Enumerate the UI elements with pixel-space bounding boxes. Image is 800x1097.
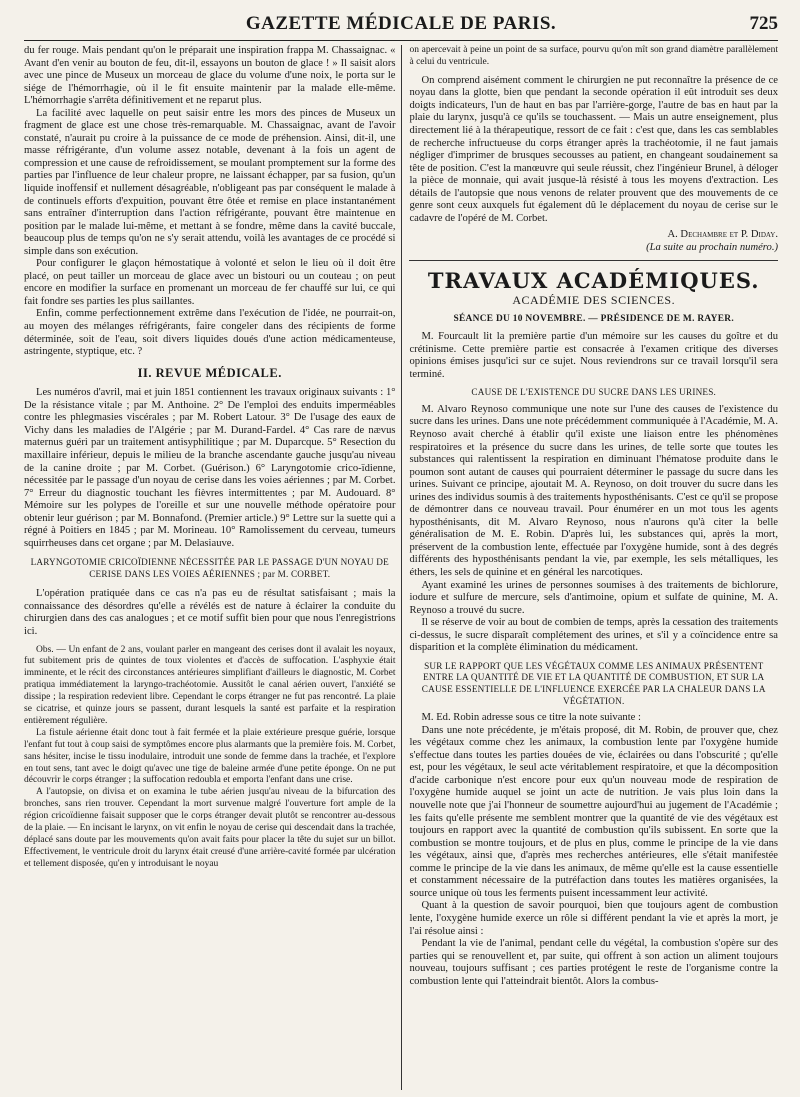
paragraph: du fer rouge. Mais pendant qu'on le préparait une inspiration frappa M. Chassaignac. « Avant d'en venir au bouton de feu, dit-il, essayons un bouton de glace ! » Il saisit alors avec une pince de Museux un morceau de glace du volume d'une noix, le porta sur le siége de l'hémorrhagie, où il le fit ensuite maintenir par la malade elle-même. L'hémorrhagie s'arrêta définitivement et ne reparut plus. [24, 45, 396, 107]
divider [409, 260, 778, 261]
paragraph: L'opération pratiquée dans ce cas n'a pas eu de résultat satisfaisant ; mais la connaissance des désordres qu'elle a révélés est de nature à éclairer la conduite du chirurgien dans des cas analogues ; et ce motif suffit bien pour que nous l'enregistrions ici. [24, 588, 396, 637]
session-line: SÉANCE DU 10 NOVEMBRE. — PRÉSIDENCE DE M. RAYER. [453, 313, 734, 324]
section-title: II. REVUE MÉDICALE. [137, 365, 282, 380]
left-column [24, 45, 402, 1090]
subheading: SUR LE RAPPORT QUE LES VÉGÉTAUX COMME LES ANIMAUX PRÉSENTENT ENTRE LA QUANTITÉ DE VIE ET LA QUANTITÉ DE COMBUSTION, ET SUR LA CAUSE ESSENTIELLE DE L'INFLUENCE EXERCÉE PAR LA CHALEUR DANS LA VÉGÉTATION. [421, 660, 766, 706]
paragraph: Ayant examiné les urines de personnes soumises à des traitements de bichlorure, iodure et sulfure de mercure, sels d'antimoine, opium et sulfate de quinine, M. A. Reynoso a trouvé du sucre. [409, 579, 778, 616]
journal-title: GAZETTE MÉDICALE DE PARIS. [245, 13, 557, 34]
observation-paragraph: A l'autopsie, on divisa et on examina le tube aérien jusqu'au niveau de la bifurcation des bronches, sans rien trouver. Cependant la mort survenue malgré l'ouverture fort ample de la région cricoïdienne faisait supposer que le corps étranger devait plutôt se rencontrer au-dessous de la plaie. — En incisant le larynx, on vit enfin le noyau de cerise qui descendait dans la trachée, déplacé sans doute par les mouvements qu'on avait faits pour placer la tête du sujet sur un billot. Effectivement, le ventricule droit du larynx était creusé d'une arrière-cavité formée par ulcération et tellement disposée, qu'en y introduisant le noyau [24, 787, 396, 869]
paragraph: Dans une note précédente, je m'étais proposé, dit M. Robin, de prouver que, chez les végétaux comme chez les animaux, la combustion lente par l'oxygène humide s'effectue dans toutes les parties douées de vie, éclairées ou dans l'obscurité ; qu'elle est, pour les végétaux, le seul acte véritablement respiratoire, et que la décomposition d'acide carbonique n'est encore pour eux qu'un nouveau mode de respiration de l'oxygène humide auquel se joint un acte de nutrition. Je vais plus loin dans la nouvelle note que j'ai l'honneur de soumettre aujourd'hui au jugement de l'Académie ; les faits qu'elle présente me semblent montrer que la quantité de vie des végétaux est toujours en rapport avec la quantité de combustion qu'ils subissent. En sorte que la combustion se montre toujours, et de plus en plus, comme le principe de la vie dans les végétaux, ainsi que, d'après mes recherches antérieures, elle s'était manifestée comme le principe de la vie dans les animaux, de même qu'elle est la cause essentielle et constamment nécessaire de la putréfaction dans toutes les matières organisées, la source unique où tous les ferments puisent incessamment leur activité. [409, 724, 778, 899]
article-heading: LARYNGOTOMIE CRICOÏDIENNE NÉCESSITÉE PAR LE PASSAGE D'UN NOYAU DE CERISE DANS LES VOIES AÉRIENNES ; par M. CORBET. [30, 557, 389, 580]
page-number: 725 [749, 13, 778, 34]
signature: A. Dechambre et P. Diday. [667, 229, 778, 241]
paragraph: Les numéros d'avril, mai et juin 1851 contiennent les travaux originaux suivants : 1° De la résistance vitale ; par M. Anthoine. 2° De l'emploi des enduits imperméables contre les phlegmasies viscérales ; par M. Robert Latour. 3° De l'usage des eaux de Vichy dans les maladies de l'Algérie ; par M. Durand-Fardel. 4° Cas rare de nævus maternus guéri par un traitement antisyphilitique ; par M. Duparcque. 5° Resection du maxillaire inférieur, depuis le milieu de la branche ascendante gauche jusqu'au niveau de la canine droite ; par M. Corbet. (Guérison.) 6° Laryngotomie crico-ïdienne, nécessitée par le passage d'un noyau de cerise dans les voies aériennes ; par M. Corbet. 7° Erreur du diagnostic touchant les fièvres intermittentes ; par M. Audouard. 8° Mémoire sur les polypes de l'oreille et sur une nouvelle méthode opératoire pour obtenir leur guérison ; par M. Bonnafond. (Premier article.) 9° Lettre sur la suette qui a régné à Poitiers en 1845 ; par M. Morineau. 10° Ramolissement du cerveau, tumeurs squirrheuses dans cet organe ; par M. Delasiauve. [24, 387, 396, 549]
paragraph: on apercevait à peine un point de sa surface, pourvu qu'on mît son grand diamètre parallèlement à celui du ventricule. [409, 45, 778, 67]
paragraph: M. Alvaro Reynoso communique une note sur l'une des causes de l'existence du sucre dans les urines. Dans une note précédemment communiquée à l'Académie, M. A. Reynoso avait cherché à établir qu'il existe une liaison entre les phénomènes respiratoires et la présence du sucre dans les urines, de telle sorte que toutes les substances qui ralentissent la respiration en diminuant l'hématose produite dans le poumon sont autant de causes qui pourraient déterminer le passage du sucre dans les urines. Suivant ce principe, ajoutait M. A. Reynoso, on doit trouver du sucre dans les urines des individus soumis à des traitements hyposthénisants. C'est ce qu'il se propose de démontrer dans ce nouveau travail. Pour énumérer en un mot tous les agents hyposthénisants, dit M. Alvaro Reynoso, nous n'aurons qu'à citer la belle généralisation de M. E. Robin. D'après lui, les substances qui, après la mort, préservent de la combustion lente, effectuée par l'oxygène humide, sont à des degrés différents des hyposthénisants pendant la vie, par exemple, les sels métalliques, les éthers, les sels de quinine et en général les narcotiques. [409, 403, 778, 578]
paragraph: Il se réserve de voir au bout de combien de temps, après la cessation des traitements ci-dessus, le sucre disparaît complétement des urines, et s'il y a coïncidence entre sa disparition et la complète élimination du médicament. [409, 617, 778, 654]
paragraph: On comprend aisément comment le chirurgien ne put reconnaître la présence de ce noyau dans la glotte, bien que pendant la seconde opération il eût introduit ses deux doigts indicateurs, l'un de haut en bas par l'arrière-gorge, l'autre de bas en haut par la plaie du larynx, jusqu'à ce qu'ils se touchassent. — Mais un autre enseignement, plus directement lié à la thérapeutique, ressort de ce fait : c'est que, dans les cas semblables de recherche infructueuse du corps étranger après la trachéotomie, il ne faut jamais négliger d'imprimer de brusques secousses au patient, en changeant soudainement sa tête de position. C'est la manœuvre qui seule réussit, chez l'ingénieur Brunel, à déloger la pièce de monnaie, qui avait jusque-là résisté à tous les moyens d'extraction. Les détails de l'autopsie que nous venons de relater prouvent que des mouvements de ce genre sont ceux auxquels fut également dû le déplacement du noyau de cerise sur le cadavre de l'opéré de M. Corbet. [409, 74, 778, 224]
paragraph: M. Fourcault lit la première partie d'un mémoire sur les causes du goître et du crétinisme. Cette première partie est consacrée à l'examen critique des diverses opinions émises jusqu'ici sur ce sujet. Nous reviendrons sur ce travail lorsqu'il sera terminé. [409, 331, 778, 380]
observation-paragraph: La fistule aérienne était donc tout à fait fermée et la plaie extérieure presque guérie, lorsque l'enfant fut tout à coup saisi de symptômes encore plus alarmants que la première fois. M. Corbet, sans hésiter, incise le tissu inodulaire, introduit une sonde de femme dans la trachée, et l'explore en tout sens, tant avec le doigt qu'avec une tige de baleine armée d'une petite éponge. On ne put découvrir le corps étranger ; la suffocation redoubla et emporta l'enfant dans une crise. [24, 727, 396, 786]
paragraph: Pour configurer le glaçon hémostatique à volonté et selon le lieu où il doit être placé, on peut tailler un morceau de glace avec un bistouri ou un couteau ; on peut encore en modifier la surface en promenant un morceau de fer chauffé sur lui, ce qui fait fondre ses parties les plus saillantes. [24, 258, 396, 307]
section-big-title: TRAVAUX ACADÉMIQUES. [427, 268, 760, 294]
paragraph: Enfin, comme perfectionnement extrême dans l'exécution de l'idée, ne pourrait-on, au moyen des mélanges réfrigérants, faire congeler dans des récipients de forme déterminée, soit de l'eau, soit divers liquides doués d'une action médicamenteuse, astringente, styptique, etc. ? [24, 308, 396, 358]
academy-title: ACADÉMIE DES SCIENCES. [512, 293, 676, 308]
continued-note: (La suite au prochain numéro.) [646, 241, 778, 253]
observation-paragraph: Obs. — Un enfant de 2 ans, voulant parler en mangeant des cerises dont il avalait les noyaux, fut subitement pris de quintes de toux violentes et d'accès de suffocation. L'asphyxie était imminente, et le récit des circonstances antérieures simplifiant d'ailleurs le diagnostic, M. Corbet pratiqua immédiatement la laryngo-trachéotomie. Aussitôt le canal aérien ouvert, l'anxiété se dissipe ; la respiration redevient libre. Cependant le corps étranger ne fut pas rencontré. La plaie se cicatrise, et quinze jours se passent, durant lesquels la santé est parfaite et la respiration entièrement régulière. [24, 644, 396, 726]
masthead [24, 0, 778, 41]
paragraph: Quant à la question de savoir pourquoi, bien que toujours agent de combustion lente, l'oxygène humide exerce un rôle si différent pendant la vie et après la mort, je l'ai résolue ainsi : [409, 900, 778, 937]
paragraph: Pendant la vie de l'animal, pendant celle du végétal, la combustion s'opère sur des parties qui se renouvellent et, par suite, qui offrent à son action un aliment toujours nouveau, toujours suffisant ; ces parties protégent le reste de l'organisme contre la combustion lente qui l'atteindrait bientôt. Alors la combus- [409, 938, 778, 987]
columns [24, 45, 778, 1090]
subheading: CAUSE DE L'EXISTENCE DU SUCRE DANS LES URINES. [471, 387, 717, 398]
paragraph: La facilité avec laquelle on peut saisir entre les mors des pinces de Museux un fragment de glace est une chose très-remarquable. M. Chassaignac, avant de l'avoir constaté, n'aurait pu croire à la puissance de ce mode de préhension. Ainsi, dit-il, une masse réfrigérante, d'un volume assez notable, devenant à la fois un agent de compression et une cause de refroidissement, se moulant promptement sur la forme des parties par l'influence de leur chaleur propre, ne laissant échapper, par sa fusion, qu'un liquide inoffensif et nullement désagréable, n'obligeant pas par conséquent le malade à de continuels efforts d'expuition, pouvant être ôtée et remise en place instantanément sans entraîner d'interruption dans l'action réfrigérante, pouvant être maintenue en position par le malade lui-même, et mettant à se fondre, même dans la cavité buccale, beaucoup plus de temps qu'on ne s'y serait attendu, voilà les avantages de ce procédé si simple dans son exécution. [24, 107, 396, 257]
right-column [402, 45, 778, 1090]
paragraph: M. Ed. Robin adresse sous ce titre la note suivante : [421, 712, 641, 724]
